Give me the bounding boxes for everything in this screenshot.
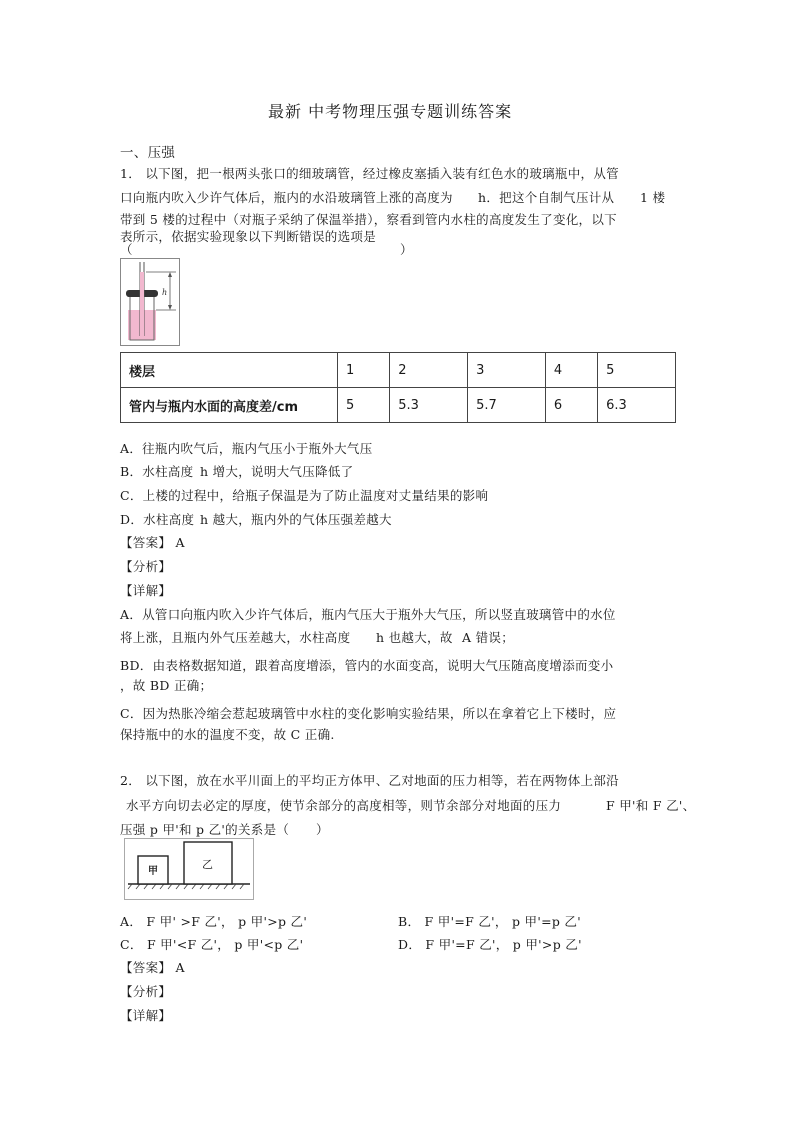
table-cell: 3: [468, 353, 546, 388]
q1-option-b: B．水柱高度: [120, 464, 194, 479]
figure-h-label: h: [162, 288, 168, 297]
block-yi-label: 乙: [202, 858, 213, 871]
table-cell: 6: [545, 388, 597, 423]
table-cell: 6.3: [598, 388, 676, 423]
q2-detail: 【详解】: [120, 1008, 172, 1023]
q2-option-b: B． F 甲'=F 乙'， p 甲'=p 乙': [398, 914, 581, 929]
q1-line-4: 表所示，依据实验现象以下判断错误的选项是: [120, 229, 377, 244]
table-cell: 1: [338, 353, 390, 388]
page-title: 最新 中考物理压强专题训练答案: [268, 102, 513, 121]
table-cell: 2: [390, 353, 468, 388]
q2-paren-close: ）: [316, 822, 329, 837]
table-cell: 5: [338, 388, 390, 423]
q2-line-2: 水平方向切去必定的厚度，使节余部分的高度相等，则节余部分对地面的压力: [126, 798, 562, 813]
table-cell: 5: [598, 353, 676, 388]
q1-option-d: D．水柱高度: [120, 512, 195, 527]
q1-explain-1: A．从管口向瓶内吹入少许气体后，瓶内气压大于瓶外大气压，所以竖直玻璃管中的水位: [120, 607, 616, 622]
q1-explain-3: BD．由表格数据知道，跟着高度增添，管内的水面变高，说明大气压随高度增添而变小: [120, 658, 614, 673]
q1-explain-5: C．因为热胀冷缩会惹起玻璃管中水柱的变化影响实验结果，所以在拿着它上下楼时，应: [120, 706, 617, 721]
q2-line-2-f: F 甲'和 F 乙'、: [606, 798, 696, 813]
q1-explain-4: ，故 BD 正确；: [120, 678, 213, 693]
block-jia-label: 甲: [148, 866, 158, 877]
q1-paren-open: （: [120, 242, 133, 257]
q1-explain-6: 保持瓶中的水的温度不变，故 C 正确.: [120, 727, 335, 742]
q1-explain-2-a: A 错误；: [462, 630, 515, 645]
q2-line-3: 压强 p 甲'和 p 乙'的关系是（: [120, 822, 290, 837]
q1-paren-close: ）: [400, 242, 413, 257]
q2-option-d: D． F 甲'=F 乙'， p 甲'>p 乙': [398, 937, 582, 952]
floor-height-table: [120, 352, 676, 423]
table-row: [121, 388, 676, 423]
table-cell: 5.3: [390, 388, 468, 423]
q1-explain-2: 将上涨，且瓶内外气压差越大，水柱高度: [120, 630, 351, 645]
q1-line-2-h: h．把这个自制气压计从: [478, 190, 615, 205]
table-header-height: 管内与瓶内水面的高度差/cm: [121, 388, 338, 423]
cubes-figure: [124, 838, 254, 900]
q1-analysis: 【分析】: [120, 559, 172, 574]
bottle-barometer-figure: [120, 258, 180, 346]
q1-option-d-rest: h 越大，瓶内外的气体压强差越大: [200, 512, 392, 527]
q2-line-1: 2． 以下图，放在水平川面上的平均正方体甲、乙对地面的压力相等，若在两物体上部沿: [120, 773, 619, 788]
q1-answer: 【答案】 A: [120, 535, 185, 550]
q1-option-c: C．上楼的过程中，给瓶子保温是为了防止温度对丈量结果的影响: [120, 488, 489, 503]
section-heading: 一、压强: [120, 145, 176, 161]
q2-analysis: 【分析】: [120, 984, 172, 999]
q1-line-3: 带到 5 楼的过程中（对瓶子采纳了保温举措），察看到管内水柱的高度发生了变化，以下: [120, 212, 617, 227]
table-row: [121, 353, 676, 388]
table-header-floor: 楼层: [121, 353, 338, 388]
q1-line-2-floor: 1 楼: [640, 190, 666, 205]
q2-option-a: A． F 甲' >F 乙'， p 甲'>p 乙': [120, 914, 308, 929]
table-cell: 5.7: [468, 388, 546, 423]
q1-line-1: 1． 以下图，把一根两头张口的细玻璃管，经过橡皮塞插入装有红色水的玻璃瓶中，从管: [120, 166, 619, 181]
q1-detail: 【详解】: [120, 583, 172, 598]
q1-line-2: 口向瓶内吹入少许气体后，瓶内的水沿玻璃管上涨的高度为: [120, 190, 453, 205]
q1-option-a: A．往瓶内吹气后，瓶内气压小于瓶外大气压: [120, 441, 373, 456]
q2-answer: 【答案】 A: [120, 960, 185, 975]
q1-option-b-rest: h 增大，说明大气压降低了: [200, 464, 354, 479]
q2-option-c: C． F 甲'<F 乙'， p 甲'<p 乙': [120, 937, 304, 952]
q1-explain-2-h: h 也越大，故: [376, 630, 453, 645]
table-cell: 4: [545, 353, 597, 388]
